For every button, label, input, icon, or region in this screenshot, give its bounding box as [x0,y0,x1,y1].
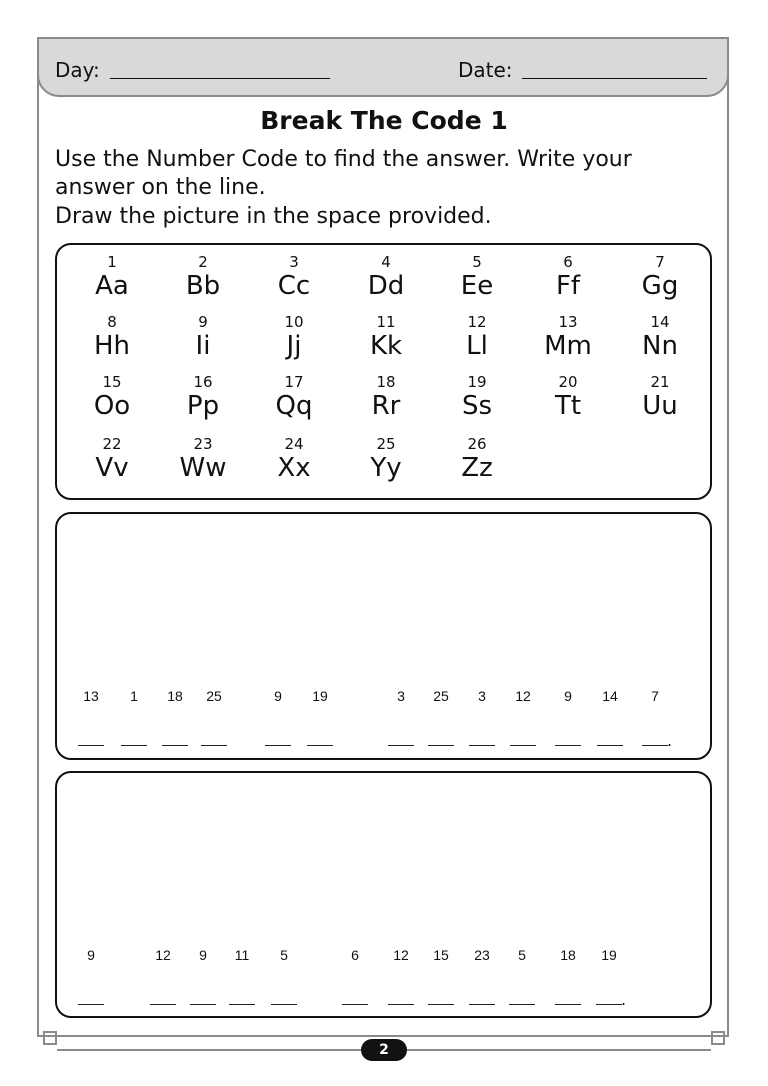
date-line[interactable] [522,78,707,79]
code-letter: Ll [466,331,488,361]
code-letter: Qq [275,391,313,421]
code-number: 20 [558,373,578,391]
code-clue-number: 14 [602,688,618,704]
answer-blank[interactable] [271,1004,297,1005]
code-number: 21 [650,373,670,391]
header-bar [37,37,729,97]
code-clue-number: 3 [478,688,486,704]
code-number: 5 [472,253,482,271]
answer-blank[interactable] [342,1004,368,1005]
answer-blank[interactable] [201,745,227,746]
code-letter: Vv [95,453,129,483]
answer-blank[interactable] [597,745,623,746]
code-number: 13 [558,313,578,331]
day-label: Day: [55,58,100,82]
code-clue-number: 1 [130,688,138,704]
answer-blank[interactable] [121,745,147,746]
code-number: 18 [376,373,396,391]
code-letter: Pp [186,391,220,421]
code-clue-number: 25 [433,688,449,704]
answer-blank[interactable] [78,745,104,746]
code-number: 2 [198,253,208,271]
code-clue-number: 19 [312,688,328,704]
code-clue-number: 12 [515,688,531,704]
code-clue-number: 9 [564,688,572,704]
code-number: 6 [563,253,573,271]
code-number: 1 [107,253,117,271]
code-letter: Rr [371,391,401,421]
code-number: 19 [467,373,487,391]
code-letter: Nn [642,331,678,361]
code-clue-number: 15 [433,947,449,963]
code-letter: Xx [277,453,311,483]
answer-blank[interactable] [469,1004,495,1005]
answer-blank[interactable] [555,1004,581,1005]
code-letter: Ss [461,391,493,421]
page-number: 2 [361,1039,407,1061]
code-letter: Tt [554,391,582,421]
answer-blank[interactable] [190,1004,216,1005]
answer-blank[interactable] [428,1004,454,1005]
instruction-line-2: answer on the line. [55,175,266,200]
answer-blank[interactable] [510,745,536,746]
code-letter: Ff [555,271,581,301]
answer-blank[interactable] [307,745,333,746]
answer-blank[interactable] [642,745,668,746]
answer-blank[interactable] [78,1004,104,1005]
code-clue-number: 23 [474,947,490,963]
code-clue-number: 9 [87,947,95,963]
code-letter: Zz [461,453,493,483]
instruction-line-3: Draw the picture in the space provided. [55,204,492,229]
code-clue-number: 7 [651,688,659,704]
code-letter: Yy [370,453,402,483]
end-period: . [621,990,627,1009]
code-number: 24 [284,435,304,453]
code-number: 26 [467,435,487,453]
code-letter: Cc [277,271,311,301]
code-clue-number: 5 [280,947,288,963]
code-number: 17 [284,373,304,391]
code-letter: Kk [369,331,403,361]
corner-left [43,1031,57,1045]
code-clue-number: 6 [351,947,359,963]
code-number: 12 [467,313,487,331]
footer-line-right [407,1049,711,1051]
code-number: 10 [284,313,304,331]
code-letter: Ii [195,331,211,361]
answer-blank[interactable] [162,745,188,746]
code-clue-number: 12 [393,947,409,963]
answer-blank[interactable] [229,1004,255,1005]
answer-blank[interactable] [428,745,454,746]
code-clue-number: 9 [274,688,282,704]
code-clue-number: 11 [234,947,250,963]
answer-blank[interactable] [596,1004,622,1005]
code-number: 4 [381,253,391,271]
code-letter: Uu [642,391,678,421]
code-clue-number: 5 [518,947,526,963]
code-letter: Gg [641,271,679,301]
instruction-line-1: Use the Number Code to find the answer. Write your [55,147,632,172]
code-letter: Jj [286,331,302,361]
code-number: 15 [102,373,122,391]
answer-blank[interactable] [388,745,414,746]
code-letter: Hh [93,331,131,361]
answer-blank[interactable] [388,1004,414,1005]
answer-blank[interactable] [265,745,291,746]
code-number: 22 [102,435,122,453]
footer-line-left [57,1049,361,1051]
code-number: 11 [376,313,396,331]
code-number: 23 [193,435,213,453]
code-clue-number: 19 [601,947,617,963]
code-letter: Bb [185,271,221,301]
puzzle-box-1 [55,512,712,760]
code-number: 7 [655,253,665,271]
code-clue-number: 13 [83,688,99,704]
answer-blank[interactable] [555,745,581,746]
code-letter: Aa [95,271,129,301]
code-clue-number: 18 [560,947,576,963]
code-number: 9 [198,313,208,331]
code-number: 3 [289,253,299,271]
page-title: Break The Code 1 [260,106,508,135]
answer-blank[interactable] [509,1004,535,1005]
code-letter: Ee [460,271,494,301]
code-number: 14 [650,313,670,331]
answer-blank[interactable] [469,745,495,746]
code-number: 8 [107,313,117,331]
code-letter: Dd [367,271,405,301]
code-clue-number: 9 [199,947,207,963]
answer-blank[interactable] [150,1004,176,1005]
corner-right [711,1031,725,1045]
code-letter: Oo [93,391,131,421]
date-label: Date: [458,58,513,82]
code-clue-number: 18 [167,688,183,704]
code-clue-number: 12 [155,947,171,963]
code-letter: Ww [179,453,227,483]
code-clue-number: 3 [397,688,405,704]
code-clue-number: 25 [206,688,222,704]
code-number: 25 [376,435,396,453]
day-line[interactable] [110,78,330,79]
end-period: . [667,731,673,750]
code-letter: Mm [544,331,592,361]
code-number: 16 [193,373,213,391]
puzzle-box-2 [55,771,712,1018]
